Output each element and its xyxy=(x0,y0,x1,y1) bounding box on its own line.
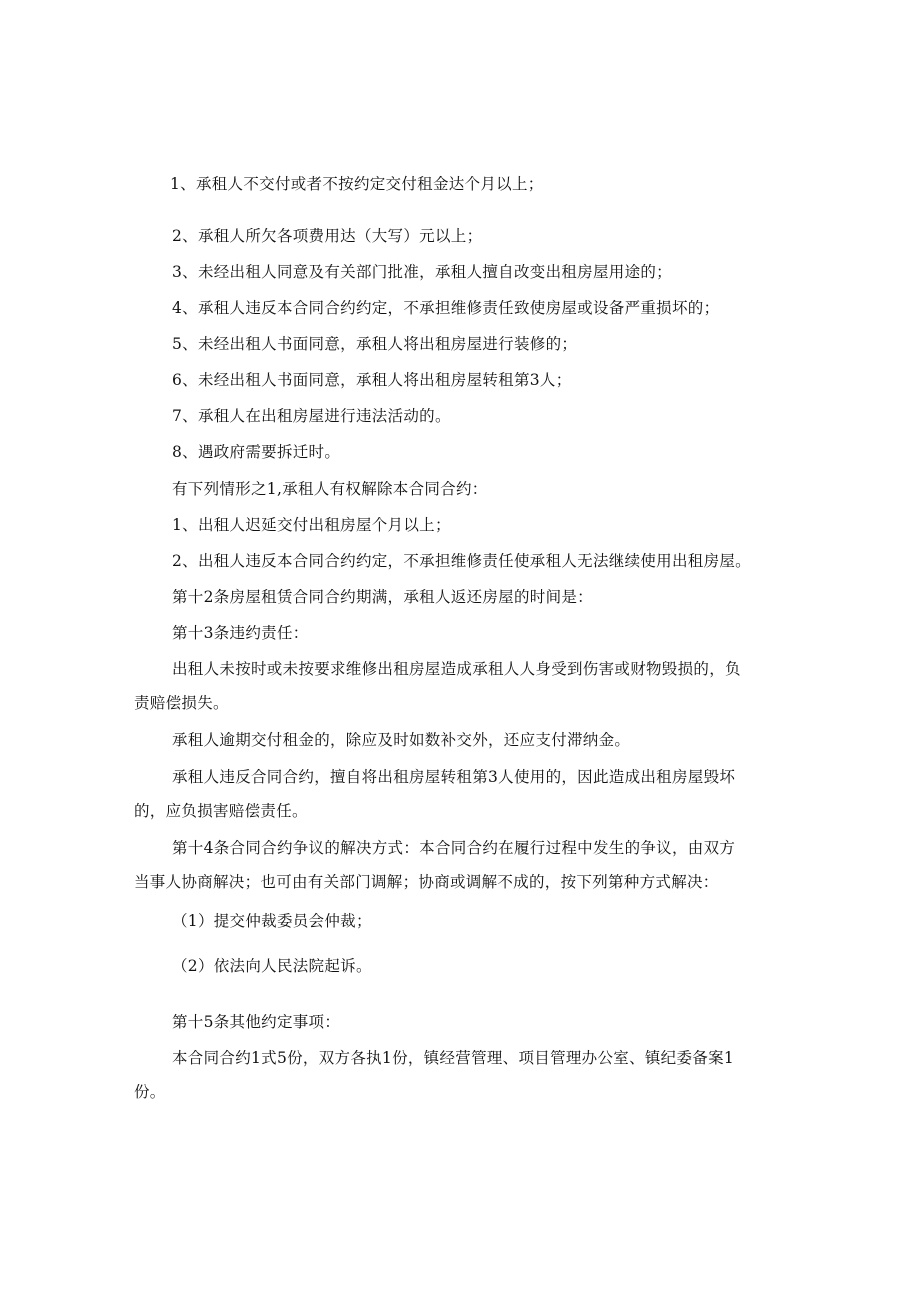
clause-line: 份。 xyxy=(134,1083,166,1101)
clause-line: 有下列情形之1,承租人有权解除本合同合约： xyxy=(172,480,488,498)
clause-line: 2、出租人违反本合同合约约定，不承担维修责任使承租人无法继续使用出租房屋。 xyxy=(172,552,751,570)
clause-line: 承租人违反合同合约，擅自将出租房屋转租第3人使用的，因此造成出租房屋毁坏 xyxy=(172,768,736,786)
clause-line: 3、未经出租人同意及有关部门批准，承租人擅自改变出租房屋用途的； xyxy=(172,263,672,281)
clause-line: 1、出租人迟延交付出租房屋个月以上； xyxy=(172,516,451,534)
clause-line: 2、承租人所欠各项费用达（大写）元以上； xyxy=(172,227,483,245)
clause-line: 责赔偿损失。 xyxy=(134,694,229,712)
clause-line: 当事人协商解决；也可由有关部门调解；协商或调解不成的，按下列第种方式解决： xyxy=(134,873,719,891)
clause-line: （1）提交仲裁委员会仲裁； xyxy=(172,912,372,930)
clause-line: 的，应负损害赔偿责任。 xyxy=(134,802,308,820)
clause-line: 第十5条其他约定事项： xyxy=(172,1013,341,1031)
clause-line: 承租人逾期交付租金的，除应及时如数补交外，还应支付滞纳金。 xyxy=(172,731,631,749)
clause-line: 第十2条房屋租赁合同合约期满，承租人返还房屋的时间是： xyxy=(172,588,593,606)
clause-line: 7、承租人在出租房屋进行违法活动的。 xyxy=(172,407,451,425)
clause-line: 第十3条违约责任： xyxy=(172,624,309,642)
clause-line: 本合同合约1式5份，双方各执1份，镇经营管理、项目管理办公室、镇纪委备案1 xyxy=(172,1049,735,1067)
clause-line: 8、遇政府需要拆迁时。 xyxy=(172,443,341,461)
clause-line: 1、承租人不交付或者不按约定交付租金达个月以上； xyxy=(170,175,544,193)
clause-line: 第十4条合同合约争议的解决方式：本合同合约在履行过程中发生的争议，由双方 xyxy=(172,839,736,857)
clause-line: 4、承租人违反本合同合约约定，不承担维修责任致使房屋或设备严重损坏的； xyxy=(172,299,720,317)
clause-line: 6、未经出租人书面同意，承租人将出租房屋转租第3人； xyxy=(172,371,572,389)
clause-line: 5、未经出租人书面同意，承租人将出租房屋进行装修的； xyxy=(172,335,578,353)
clause-line: （2）依法向人民法院起诉。 xyxy=(172,957,372,975)
clause-line: 出租人未按时或未按要求维修出租房屋造成承租人人身受到伤害或财物毁损的，负 xyxy=(172,660,741,678)
